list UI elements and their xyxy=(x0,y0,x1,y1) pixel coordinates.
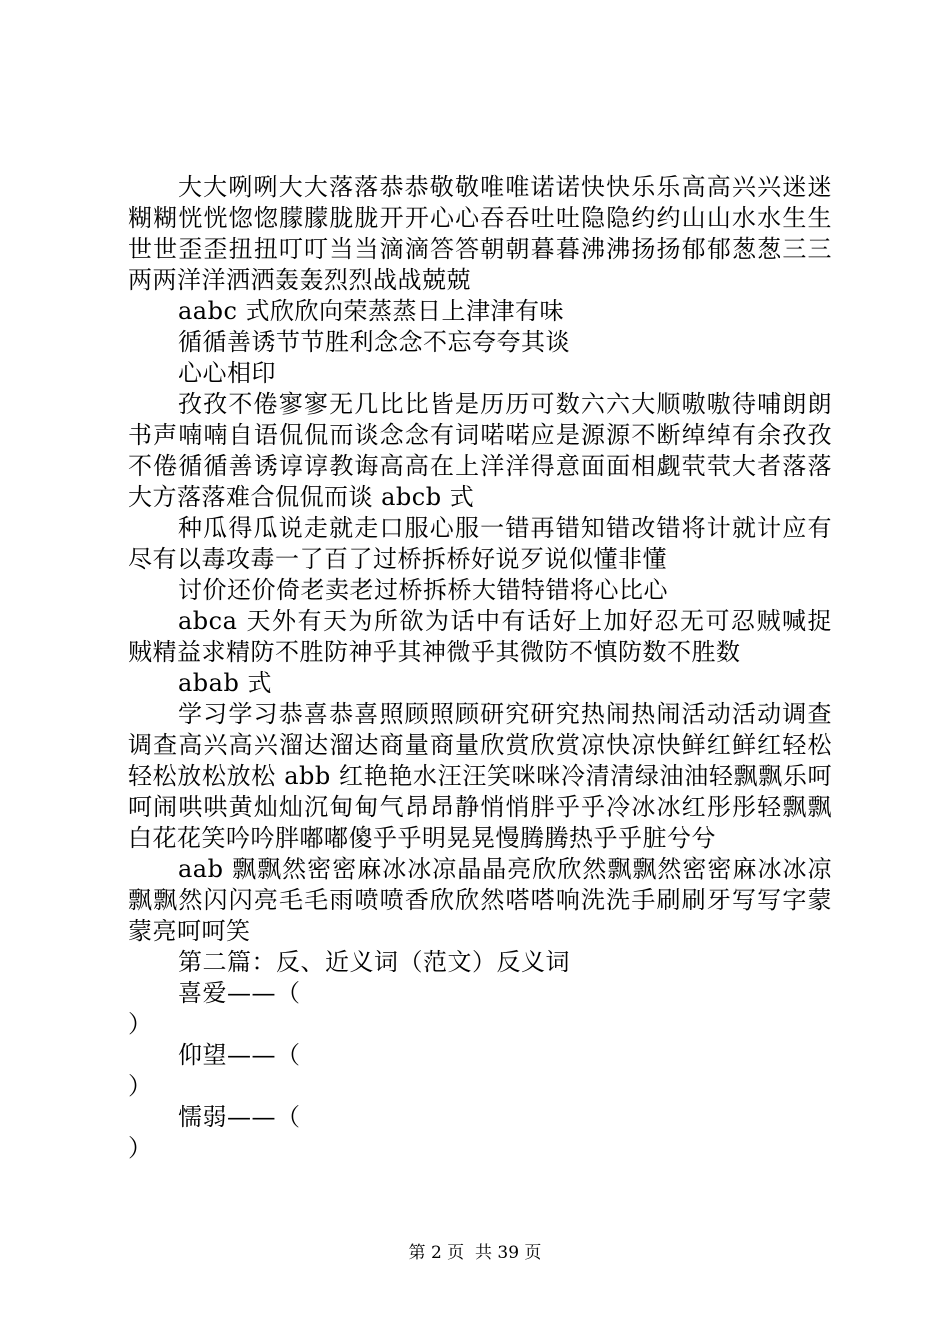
paragraph-abcb-words: 种瓜得瓜说走就走口服心服一错再错知错改错将计就计应有尽有以毒攻毒一了百了过桥拆桥好说歹说似懂非懂 xyxy=(128,514,832,573)
antonym-blank-close: ） xyxy=(128,1072,152,1100)
section-heading: 第二篇：反、近义词（范文）反义词 xyxy=(178,948,570,976)
antonym-item xyxy=(128,1102,832,1164)
page-number: 第 2 页 xyxy=(408,1243,465,1263)
antonym-word: 懦弱——（ xyxy=(178,1103,301,1131)
antonym-item xyxy=(128,1040,832,1102)
antonym-blank-close: ） xyxy=(128,1010,152,1038)
page-total: 共 39 页 xyxy=(474,1243,542,1263)
paragraph-abcc-words: 孜孜不倦寥寥无几比比皆是历历可数六六大顺嗷嗷待哺朗朗书声喃喃自语侃侃而谈念念有词喏喏应是源源不断绰绰有余孜孜不倦循循善诱谆谆教诲高高在上洋洋得意面面相觑茕茕大者落落大方落落难合侃侃而谈 abcb 式 xyxy=(128,390,832,511)
antonym-word: 仰望——（ xyxy=(178,1041,301,1069)
paragraph-xinxin: 心心相印 xyxy=(178,359,276,387)
paragraph-abca-words: abca 天外有天为所欲为话中有话好上加好忍无可忍贼喊捉贼精益求精防不胜防神乎其神微乎其微防不慎防数不胜数 xyxy=(128,607,832,666)
page-footer xyxy=(0,1242,950,1264)
paragraph-abcb-words-2: 讨价还价倚老卖老过桥拆桥大错特错将心比心 xyxy=(178,576,668,604)
antonym-blank-close: ） xyxy=(128,1134,152,1162)
paragraph-abab-heading: abab 式 xyxy=(178,669,272,697)
antonym-item xyxy=(128,978,832,1040)
paragraph-aabb-words: 大大咧咧大大落落恭恭敬敬唯唯诺诺快快乐乐高高兴兴迷迷糊糊恍恍惚惚朦朦胧胧开开心心吞吞吐吐隐隐约约山山水水生生世世歪歪扭扭叮叮当当滴滴答答朝朝暮暮沸沸扬扬郁郁葱葱三三两两洋洋洒洒轰轰烈烈战战兢兢 xyxy=(128,173,832,294)
document-body xyxy=(128,172,832,1164)
antonym-word: 喜爱——（ xyxy=(178,979,301,1007)
paragraph-aabc-heading: aabc 式欣欣向荣蒸蒸日上津津有味 xyxy=(178,297,565,325)
paragraph-abab-abb-words: 学习学习恭喜恭喜照顾照顾研究研究热闹热闹活动活动调查调查高兴高兴溜达溜达商量商量欣赏欣赏凉快凉快鲜红鲜红轻松轻松放松放松 abb 红艳艳水汪汪笑咪咪冷清清绿油油轻飘飘乐呵呵闹哄哄黄灿灿沉甸甸气昂昂静悄悄胖乎乎冷冰冰红彤彤轻飘飘白花花笑吟吟胖嘟嘟傻乎乎明晃晃慢腾腾热乎乎脏兮兮 xyxy=(128,700,832,852)
paragraph-aab-words: aab 飘飘然密密麻冰冰凉晶晶亮欣欣然飘飘然密密麻冰冰凉飘飘然闪闪亮毛毛雨喷喷香欣欣然嗒嗒响洗洗手刷刷牙写写字蒙蒙亮呵呵笑 xyxy=(128,855,832,945)
paragraph-aabc-words: 循循善诱节节胜利念念不忘夸夸其谈 xyxy=(178,328,570,356)
